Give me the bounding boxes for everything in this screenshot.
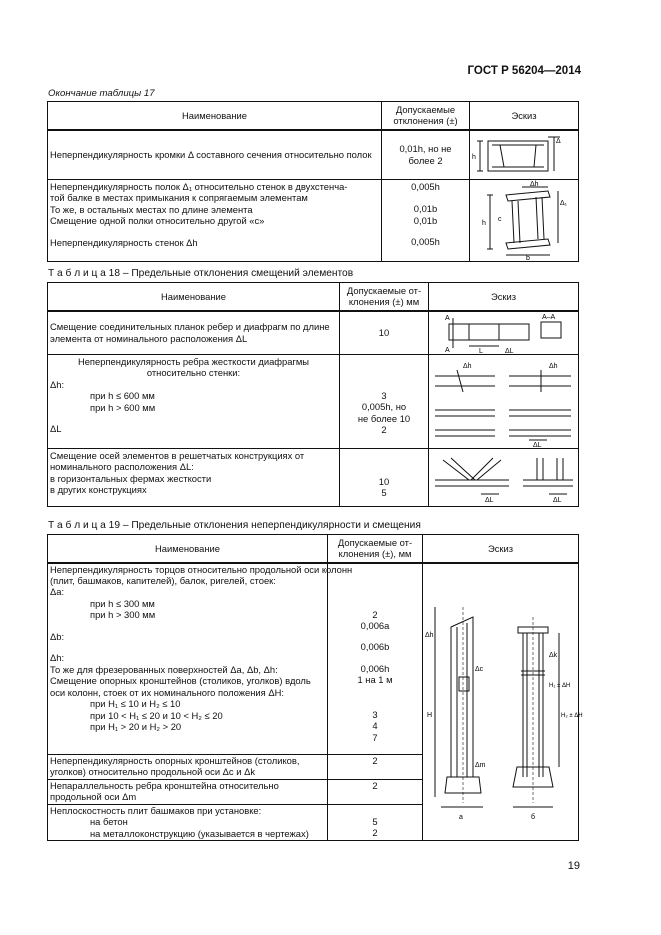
t18-r2-name	[48, 355, 340, 449]
svg-text:A: A	[445, 314, 450, 322]
t19-tol5: 0,006a	[360, 619, 390, 631]
t19-line3: Δa:	[50, 586, 65, 598]
svg-text:a: a	[459, 813, 463, 821]
t19-r2-name: Неперпендикулярность опорных кронштейнов (столиков, уголков) относительно продольной оси Δc и Δk	[48, 755, 328, 780]
t19-line16: на бетон	[90, 816, 128, 828]
t19-line5: при h > 300 мм	[90, 609, 156, 621]
t19-tol6: 0,006b	[360, 641, 390, 653]
table-19	[47, 534, 583, 841]
svg-text:H: H	[427, 711, 433, 719]
t18-r3-tol1: 10	[378, 476, 390, 487]
t17-r1-sketch	[470, 130, 579, 180]
t18-r1-sketch	[429, 311, 579, 355]
table18-caption: Т а б л и ц а 18 – Предельные отклонения смещений элементов	[48, 268, 354, 279]
t19-line1: Неперпендикулярность торцов относительно продольной оси колонн	[50, 563, 353, 575]
t18-r1-name: Смещение соединительных планок ребер и диафрагм по длине элемента от номинального расположения ΔL	[48, 311, 340, 355]
svg-text:H₂ ± ΔH: H₂ ± ΔH	[561, 712, 583, 719]
t18-r2-dh: Δh:	[50, 378, 65, 390]
t19-tol11: 4	[372, 720, 378, 732]
svg-text:ΔL: ΔL	[485, 496, 494, 504]
t19-line15: Неплоскостность плит башмаков при установке:	[50, 804, 262, 816]
t18-r3-line2: в горизонтальных фермах жесткости	[50, 472, 212, 484]
t17-r2-sketch	[470, 180, 579, 262]
svg-text:б: б	[531, 813, 536, 821]
t19-r1-tol	[328, 563, 423, 755]
t17-r2-tol4: 0,005h	[411, 236, 440, 248]
svg-text:Δh: Δh	[549, 362, 558, 370]
t18-r3-line3: в других конструкциях	[50, 484, 147, 496]
col-header-name: Наименование	[48, 283, 340, 311]
svg-text:H₁ ± ΔH: H₁ ± ΔH	[549, 682, 571, 689]
t17-r2-tol1: 0,005h	[411, 181, 440, 192]
t19-tol17: 2	[372, 827, 378, 839]
t19-tol12: 7	[372, 731, 378, 743]
col-header-tolerance: Допускаемые отклонения (±)	[382, 102, 470, 130]
t18-r2-sketch	[429, 355, 579, 449]
t17-r1-tol-b: более 2	[408, 154, 443, 166]
svg-text:Δh: Δh	[425, 631, 434, 639]
t17-r1-tol-a: 0,01h, но не	[399, 143, 452, 155]
t17-r2-line4: Смещение одной полки относительно другой «c»	[50, 215, 265, 227]
svg-text:L: L	[479, 347, 483, 355]
svg-text:h: h	[482, 219, 486, 227]
svg-text:Δk: Δk	[549, 651, 558, 659]
diaphragm-sketch	[429, 356, 577, 448]
t19-sketch	[423, 563, 583, 841]
svg-text:Δh: Δh	[530, 180, 539, 188]
table19-caption: Т а б л и ц а 19 – Предельные отклонения неперпендикулярности и смещения	[48, 520, 421, 531]
t19-r4-name	[48, 804, 328, 840]
svg-text:c: c	[498, 215, 502, 223]
column-bracket-sketch	[423, 567, 583, 837]
t19-r3-name: Непараллельность ребра кронштейна относительно продольной оси Δm	[48, 779, 328, 804]
svg-text:ΔL: ΔL	[505, 347, 514, 355]
t19-line9: Смещение опорных кронштейнов (столиков, уголков) вдоль оси колонн, стоек от их номинального положения ΔH:	[50, 675, 311, 698]
twin-web-beam-sketch	[470, 181, 577, 261]
svg-text:ΔL: ΔL	[533, 441, 542, 449]
col-header-tolerance: Допускаемые от-клонения (±), мм	[328, 535, 423, 563]
t18-r3-tol	[340, 449, 429, 507]
t18-r1-tol: 10	[340, 311, 429, 355]
table17-caption: Окончание таблицы 17	[48, 88, 155, 99]
truss-offset-sketch	[429, 450, 577, 506]
t19-tol4: 2	[372, 608, 378, 620]
col-header-sketch: Эскиз	[423, 535, 579, 563]
t19-line4: при h ≤ 300 мм	[90, 597, 155, 609]
t17-r2-tol3: 0,01b	[413, 214, 438, 226]
col-header-tolerance: Допускаемые от-клонения (±) мм	[340, 283, 429, 311]
t18-r2-b: при h > 600 мм	[90, 401, 156, 413]
t19-tol16: 5	[372, 815, 378, 827]
t18-r2-tol	[340, 355, 429, 449]
table-17	[47, 101, 579, 262]
t18-r3-name	[48, 449, 340, 507]
box-section-sketch	[470, 131, 577, 179]
t18-r2-a: при h ≤ 600 мм	[90, 390, 155, 402]
t17-r2-name	[48, 180, 382, 262]
t18-r3-tol2: 5	[381, 487, 387, 499]
t19-r4-tol	[328, 804, 423, 840]
svg-text:ΔL: ΔL	[553, 496, 562, 504]
stiffener-offset-sketch	[429, 312, 577, 354]
table-18	[47, 282, 579, 507]
t18-r2-tol1: 3	[381, 390, 387, 401]
svg-text:Δm: Δm	[475, 761, 486, 769]
t19-line11: при 10 < H₁ ≤ 20 и 10 < H₂ ≤ 20	[90, 709, 223, 721]
svg-text:A: A	[445, 346, 450, 354]
t19-tol13: 2	[328, 755, 423, 780]
col-header-name: Наименование	[48, 102, 382, 130]
t17-r2-line3: То же, в остальных местах по длине элемента	[50, 203, 253, 215]
t18-r2-head: Неперпендикулярность ребра жесткости диафрагмы относительно стенки:	[77, 356, 310, 379]
svg-text:A–A: A–A	[542, 313, 556, 321]
col-header-sketch: Эскиз	[470, 102, 579, 130]
t17-r1-tol	[382, 130, 470, 180]
svg-text:Δh: Δh	[463, 362, 472, 370]
t17-r2-line5: Неперпендикулярность стенок Δh	[50, 236, 198, 248]
svg-text:h: h	[472, 153, 476, 161]
t19-r1-name	[48, 563, 353, 755]
t18-r3-sketch	[429, 449, 579, 507]
t17-r2-line2: той балке в местах примыкания к сопрягаемым элементам	[50, 192, 308, 204]
t19-line17: на металлоконструкцию (указывается в чертежах)	[90, 827, 309, 839]
t18-r2-tol2: 0,005h, но	[361, 401, 407, 413]
t18-r2-tol4: 2	[381, 424, 387, 436]
col-header-name: Наименование	[48, 535, 328, 563]
page-number: 19	[567, 860, 580, 872]
t19-tol7: 0,006h	[360, 662, 390, 674]
svg-text:b: b	[526, 254, 530, 262]
t19-line8: То же для фрезерованных поверхностей Δa, Δb, Δh:	[50, 663, 278, 675]
t19-line10: при H₁ ≤ 10 и H₂ ≤ 10	[90, 698, 181, 710]
t19-tol14: 2	[328, 779, 423, 804]
svg-text:Δc: Δc	[475, 665, 484, 673]
t17-r2-line1: Неперпендикулярность полок Δ₁ относительно стенок в двухстенча-	[50, 181, 348, 192]
t19-line2: (плит, башмаков, капителей), балок, ригелей, стоек:	[50, 574, 276, 586]
t19-tol8: 1 на 1 м	[357, 674, 393, 686]
t18-r2-tol3: не более 10	[357, 412, 411, 424]
t17-r2-tol2: 0,01b	[413, 203, 438, 215]
t17-r2-tol	[382, 180, 470, 262]
t19-line7: Δh:	[50, 652, 65, 664]
t19-line6: Δb:	[50, 630, 65, 642]
t17-r1-name: Неперпендикулярность кромки Δ составного сечения относительно полок	[48, 130, 382, 180]
col-header-sketch: Эскиз	[429, 283, 579, 311]
svg-text:Δ₁: Δ₁	[560, 199, 568, 207]
t18-r2-dl: ΔL	[50, 423, 62, 435]
svg-text:Δ: Δ	[556, 137, 561, 145]
t19-tol10: 3	[372, 708, 378, 720]
document-id: ГОСТ Р 56204—2014	[467, 65, 581, 77]
t18-r3-line1: Смещение осей элементов в решетчатых конструкциях от номинального расположения ΔL:	[50, 450, 305, 473]
t19-line12: при H₁ > 20 и H₂ > 20	[90, 721, 182, 733]
